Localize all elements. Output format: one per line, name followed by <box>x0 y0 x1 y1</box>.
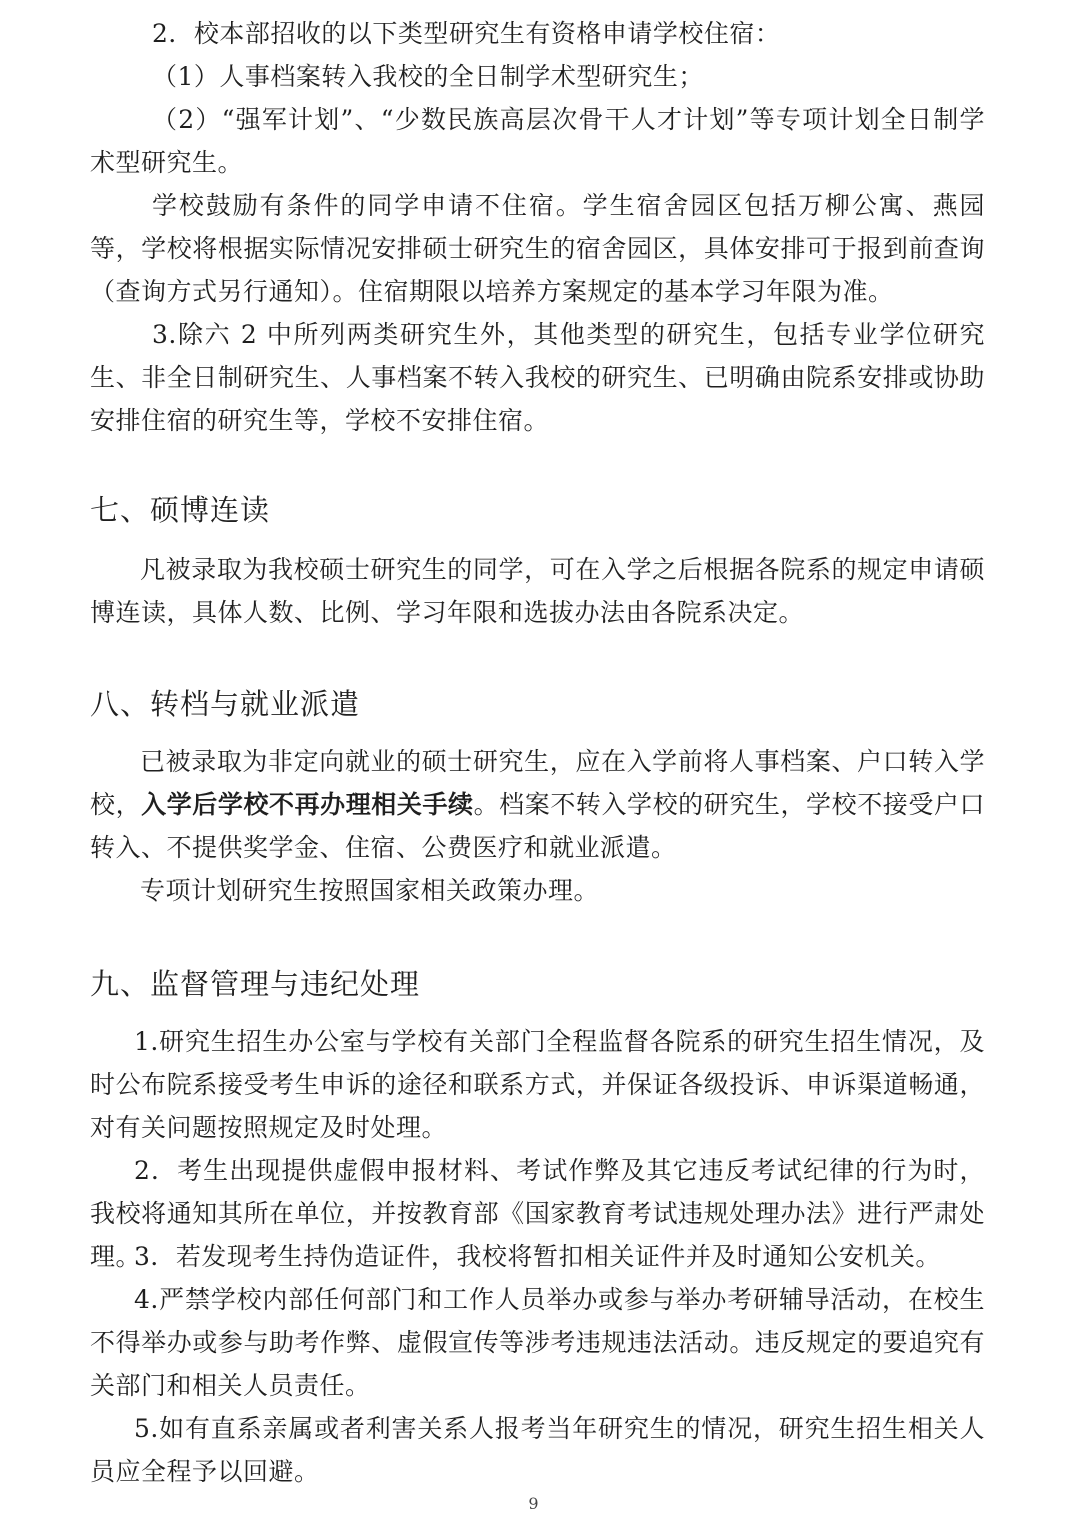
section-8-heading: 八、转档与就业派遣 <box>90 687 361 721</box>
s8-paragraph-1 <box>90 740 985 869</box>
s6-encourage-paragraph: 学校鼓励有条件的同学申请不住宿。学生宿舍园区包括万柳公寓、燕园等，学校将根据实际情况安排硕士研究生的宿舍园区，具体安排可于报到前查询（查询方式另行通知）。住宿期限以培养方案规定的基本学习年限为准。 <box>90 191 985 306</box>
s8-p1-text-b: 。档案不转入学校的研究生，学校不接受户口转入、不提供奖学金、住宿、公费医疗和就业派遣。 <box>90 790 985 862</box>
s6-item2-intro: 2．校本部招收的以下类型研究生有资格申请学校住宿： <box>152 19 781 48</box>
s6-item2-a: （1）人事档案转入我校的全日制学术型研究生； <box>152 62 704 91</box>
s9-item5: 5.如有直系亲属或者利害关系人报考当年研究生的情况，研究生招生相关人员应全程予以回避。 <box>90 1414 985 1486</box>
section-7-heading: 七、硕博连读 <box>90 493 271 527</box>
s9-item3: 3．若发现考生持伪造证件，我校将暂扣相关证件并及时通知公安机关。 <box>134 1242 941 1271</box>
page-number: 9 <box>528 1494 539 1513</box>
section-9-heading: 九、监督管理与违纪处理 <box>90 967 421 1001</box>
s7-paragraph: 凡被录取为我校硕士研究生的同学，可在入学之后根据各院系的规定申请硕博连读，具体人数、比例、学习年限和选拔办法由各院系决定。 <box>90 555 985 627</box>
s6-item2-b: （2）“强军计划”、“少数民族高层次骨干人才计划”等专项计划全日制学术型研究生。 <box>90 105 985 177</box>
s8-p1-text-a: 已被录取为非定向就业的硕士研究生，应在入学前将人事档案、户口转入学校， <box>90 747 985 819</box>
s9-item4: 4.严禁学校内部任何部门和工作人员举办或参与举办考研辅导活动，在校生不得举办或参与助考作弊、虚假宣传等涉考违规违法活动。违反规定的要追究有关部门和相关人员责任。 <box>90 1285 985 1400</box>
s9-item2: 2．考生出现提供虚假申报材料、考试作弊及其它违反考试纪律的行为时，我校将通知其所在单位，并按教育部《国家教育考试违规处理办法》进行严肃处理。 <box>90 1156 985 1271</box>
s8-p1-bold-text: 入学后学校不再办理相关手续 <box>141 790 474 819</box>
s8-paragraph-2: 专项计划研究生按照国家相关政策办理。 <box>140 876 600 905</box>
s6-item3: 3.除六 2 中所列两类研究生外，其他类型的研究生，包括专业学位研究生、非全日制研究生、人事档案不转入我校的研究生、已明确由院系安排或协助安排住宿的研究生等，学校不安排住宿。 <box>90 320 985 435</box>
s9-item1: 1.研究生招生办公室与学校有关部门全程监督各院系的研究生招生情况，及时公布院系接受考生申诉的途径和联系方式，并保证各级投诉、申诉渠道畅通，对有关问题按照规定及时处理。 <box>90 1027 985 1142</box>
